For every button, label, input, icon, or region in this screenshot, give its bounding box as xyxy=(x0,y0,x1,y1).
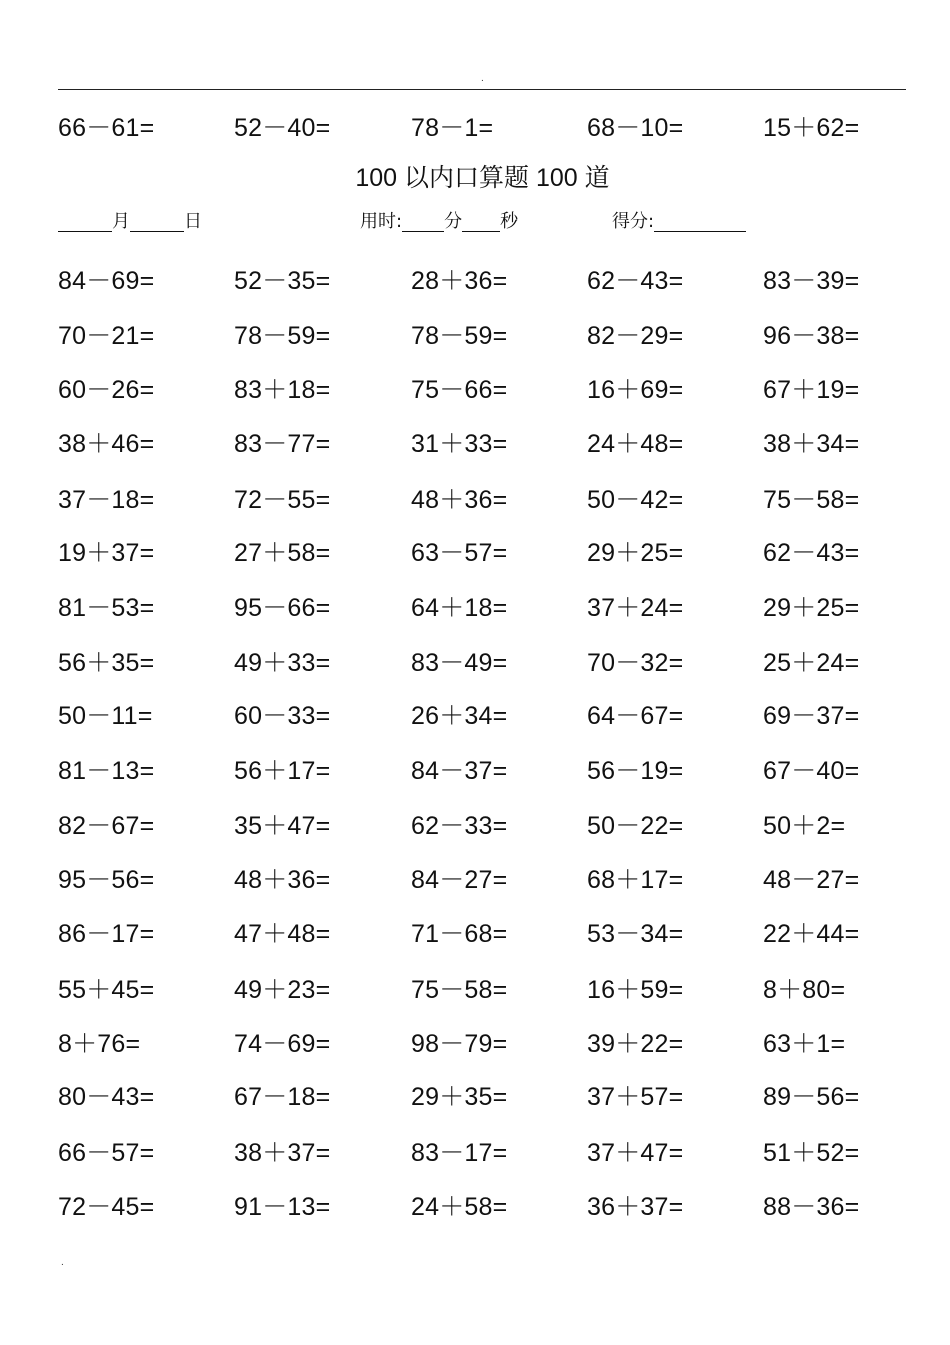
problem: 31＋33= xyxy=(411,430,508,458)
time-used-field xyxy=(360,208,518,236)
problem: 47＋48= xyxy=(234,920,331,948)
problem: 72－55= xyxy=(234,486,331,514)
problem-row xyxy=(0,1189,950,1225)
problem-row xyxy=(0,263,950,299)
problem: 62－43= xyxy=(587,267,684,295)
problem: 51＋52= xyxy=(763,1139,860,1167)
problem: 95－56= xyxy=(58,866,155,894)
problem: 67＋19= xyxy=(763,376,860,404)
time-used-label: 用时: xyxy=(360,211,403,232)
problem: 70－21= xyxy=(58,322,155,350)
problem: 24＋58= xyxy=(411,1193,508,1221)
problem-row xyxy=(0,1079,950,1115)
day-blank[interactable] xyxy=(130,211,184,232)
problem: 55＋45= xyxy=(58,976,155,1004)
problem: 75－66= xyxy=(411,376,508,404)
problem-row xyxy=(0,916,950,952)
problem: 95－66= xyxy=(234,594,331,622)
problem: 62－43= xyxy=(763,539,860,567)
problem: 48－27= xyxy=(763,866,860,894)
problem: 72－45= xyxy=(58,1193,155,1221)
problem: 49＋23= xyxy=(234,976,331,1004)
problem-row xyxy=(0,862,950,898)
page-mark-top: . xyxy=(481,73,484,84)
problem: 91－13= xyxy=(234,1193,331,1221)
problem: 75－58= xyxy=(411,976,508,1004)
problem: 29＋35= xyxy=(411,1083,508,1111)
problem: 75－58= xyxy=(763,486,860,514)
problem: 83－77= xyxy=(234,430,331,458)
minutes-blank[interactable] xyxy=(402,211,444,232)
problem-row xyxy=(0,698,950,734)
problem: 63－57= xyxy=(411,539,508,567)
problem: 29＋25= xyxy=(587,539,684,567)
problem: 37＋57= xyxy=(587,1083,684,1111)
problem: 83＋18= xyxy=(234,376,331,404)
problem: 52－40= xyxy=(234,114,331,142)
problem: 82－29= xyxy=(587,322,684,350)
score-label: 得分: xyxy=(612,211,655,232)
problem: 22＋44= xyxy=(763,920,860,948)
problem: 39＋22= xyxy=(587,1030,684,1058)
problem-row xyxy=(0,972,950,1008)
problem: 38＋37= xyxy=(234,1139,331,1167)
worksheet-title: 100 以内口算题 100 道 xyxy=(355,164,610,192)
problem: 27＋58= xyxy=(234,539,331,567)
problem: 56－19= xyxy=(587,757,684,785)
problem: 67－40= xyxy=(763,757,860,785)
problem: 53－34= xyxy=(587,920,684,948)
problem: 80－43= xyxy=(58,1083,155,1111)
problem: 16＋59= xyxy=(587,976,684,1004)
problem: 88－36= xyxy=(763,1193,860,1221)
problem: 78－1= xyxy=(411,114,494,142)
problem: 8＋80= xyxy=(763,976,846,1004)
problem: 64＋18= xyxy=(411,594,508,622)
problem-row xyxy=(0,372,950,408)
day-label: 日 xyxy=(184,211,202,232)
problem: 24＋48= xyxy=(587,430,684,458)
problem: 68－10= xyxy=(587,114,684,142)
problem: 38＋34= xyxy=(763,430,860,458)
problem: 82－67= xyxy=(58,812,155,840)
problem: 89－56= xyxy=(763,1083,860,1111)
month-label: 月 xyxy=(112,211,130,232)
problem: 16＋69= xyxy=(587,376,684,404)
problem-row xyxy=(0,590,950,626)
date-field xyxy=(58,208,202,236)
carryover-problem-row xyxy=(0,110,950,146)
problem: 50＋2= xyxy=(763,812,846,840)
problem: 78－59= xyxy=(234,322,331,350)
problem: 50－11= xyxy=(58,702,153,730)
score-field xyxy=(612,208,746,236)
problem-row xyxy=(0,535,950,571)
problem: 67－18= xyxy=(234,1083,331,1111)
problem: 60－26= xyxy=(58,376,155,404)
problem: 96－38= xyxy=(763,322,860,350)
problem: 81－53= xyxy=(58,594,155,622)
second-label: 秒 xyxy=(500,211,519,232)
problem: 37＋24= xyxy=(587,594,684,622)
minute-label: 分 xyxy=(444,211,463,232)
problem: 84－27= xyxy=(411,866,508,894)
problem: 56＋17= xyxy=(234,757,331,785)
page-mark-bottom: . xyxy=(61,1257,64,1268)
month-blank[interactable] xyxy=(58,211,112,232)
problem: 62－33= xyxy=(411,812,508,840)
problem: 60－33= xyxy=(234,702,331,730)
problem: 84－69= xyxy=(58,267,155,295)
problem: 81－13= xyxy=(58,757,155,785)
problem-row xyxy=(0,753,950,789)
problem: 48＋36= xyxy=(411,486,508,514)
problem: 83－39= xyxy=(763,267,860,295)
problem: 19＋37= xyxy=(58,539,155,567)
problem: 56＋35= xyxy=(58,649,155,677)
problem-row xyxy=(0,1135,950,1171)
problem: 25＋24= xyxy=(763,649,860,677)
problem: 48＋36= xyxy=(234,866,331,894)
problem: 15＋62= xyxy=(763,114,860,142)
problem: 78－59= xyxy=(411,322,508,350)
problem: 50－22= xyxy=(587,812,684,840)
problem: 70－32= xyxy=(587,649,684,677)
problem: 86－17= xyxy=(58,920,155,948)
problem: 26＋34= xyxy=(411,702,508,730)
problem: 71－68= xyxy=(411,920,508,948)
problem: 63＋1= xyxy=(763,1030,846,1058)
problem: 69－37= xyxy=(763,702,860,730)
problem-row xyxy=(0,1026,950,1062)
problem: 84－37= xyxy=(411,757,508,785)
problem: 28＋36= xyxy=(411,267,508,295)
score-blank[interactable] xyxy=(654,211,746,232)
problem-row xyxy=(0,808,950,844)
top-divider xyxy=(58,89,906,90)
problem: 66－61= xyxy=(58,114,155,142)
problem-row xyxy=(0,482,950,518)
problem-row xyxy=(0,426,950,462)
problem-row xyxy=(0,645,950,681)
problem-row xyxy=(0,318,950,354)
problem: 64－67= xyxy=(587,702,684,730)
seconds-blank[interactable] xyxy=(462,211,500,232)
problem: 83－49= xyxy=(411,649,508,677)
problem: 98－79= xyxy=(411,1030,508,1058)
problem: 38＋46= xyxy=(58,430,155,458)
problem: 74－69= xyxy=(234,1030,331,1058)
problem: 52－35= xyxy=(234,267,331,295)
problem: 83－17= xyxy=(411,1139,508,1167)
problem: 37－18= xyxy=(58,486,155,514)
problem: 8＋76= xyxy=(58,1030,141,1058)
problem: 35＋47= xyxy=(234,812,331,840)
problem: 49＋33= xyxy=(234,649,331,677)
problem: 36＋37= xyxy=(587,1193,684,1221)
problem: 29＋25= xyxy=(763,594,860,622)
problem: 66－57= xyxy=(58,1139,155,1167)
problem: 68＋17= xyxy=(587,866,684,894)
problem: 50－42= xyxy=(587,486,684,514)
problem: 37＋47= xyxy=(587,1139,684,1167)
